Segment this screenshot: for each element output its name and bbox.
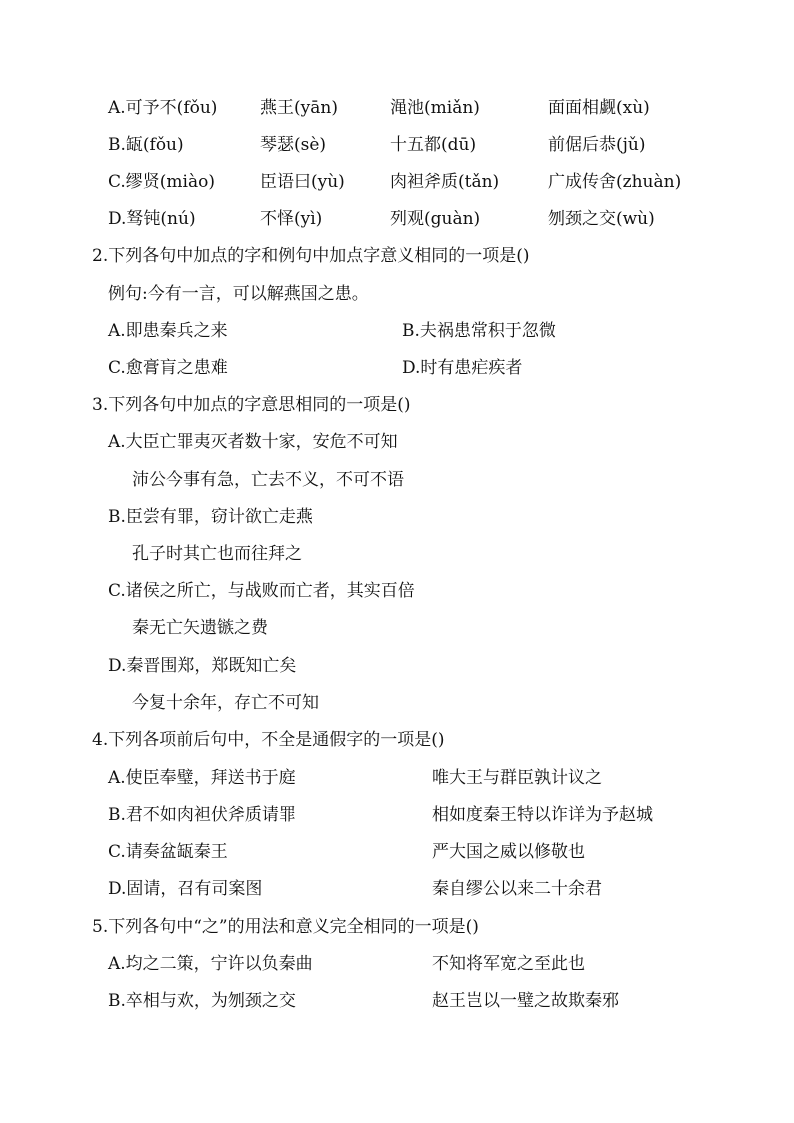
q1-row-d-col-1: D.驽钝(nú): [108, 209, 196, 229]
q4-option-c-first: C.请奏盆缻秦王: [108, 842, 228, 862]
q1-row-a-col-1: A.可予不(fǒu): [108, 98, 218, 118]
q1-row-d-col-2: 不怿(yì): [260, 209, 323, 229]
q1-row-c-col-3: 肉袒斧质(tǎn): [390, 172, 500, 192]
q2-example: 例句:今有一言，可以解燕国之患。: [108, 284, 369, 304]
q1-row-d-col-4: 刎颈之交(wù): [548, 209, 655, 229]
q2-option-d: D.时有患疟疾者: [402, 358, 523, 378]
q2-stem: 2.下列各句中加点的字和例句中加点字意义相同的一项是(): [92, 246, 530, 266]
q4-option-c-second: 严大国之威以修敬也: [432, 842, 585, 862]
q1-row-b-col-3: 十五都(dū): [390, 135, 477, 155]
q3-option-b-second: 孔子时其亡也而往拜之: [132, 544, 302, 564]
q1-row-c-col-4: 广成传舍(zhuàn): [548, 172, 682, 192]
q1-row-b-col-4: 前倨后恭(jǔ): [548, 135, 646, 155]
q4-option-b-first: B.君不如肉袒伏斧质请罪: [108, 805, 296, 825]
q3-stem: 3.下列各句中加点的字意思相同的一项是(): [92, 395, 411, 415]
q1-row-a-col-2: 燕王(yān): [260, 98, 338, 118]
q3-option-c-second: 秦无亡矢遗镞之费: [132, 618, 268, 638]
q3-option-a-first: A.大臣亡罪夷灭者数十家，安危不可知: [108, 432, 398, 452]
q5-option-a-first: A.均之二策，宁许以负秦曲: [108, 954, 313, 974]
q3-option-d-second: 今复十余年，存亡不可知: [132, 693, 319, 713]
q5-option-a-second: 不知将军宽之至此也: [432, 954, 585, 974]
q1-row-c-col-1: C.缪贤(miào): [108, 172, 215, 192]
q1-row-b-col-2: 琴瑟(sè): [260, 135, 327, 155]
q3-option-d-first: D.秦晋围郑，郑既知亡矣: [108, 656, 297, 676]
q5-option-b-first: B.卒相与欢，为刎颈之交: [108, 991, 296, 1011]
q4-option-d-first: D.固请，召有司案图: [108, 879, 263, 899]
q1-row-a-col-4: 面面相觑(xù): [548, 98, 650, 118]
q2-option-a: A.即患秦兵之来: [108, 321, 228, 341]
q1-row-c-col-2: 臣语曰(yù): [260, 172, 345, 192]
q4-stem: 4.下列各项前后句中，不全是通假字的一项是(): [92, 730, 445, 750]
q1-row-d-col-3: 列观(guàn): [390, 209, 481, 229]
q5-stem: 5.下列各句中“之”的用法和意义完全相同的一项是(): [92, 917, 479, 937]
q1-row-b-col-1: B.缻(fǒu): [108, 135, 184, 155]
q3-option-a-second: 沛公今事有急，亡去不义，不可不语: [132, 470, 404, 490]
q1-row-a-col-3: 渑池(miǎn): [390, 98, 480, 118]
q4-option-a-first: A.使臣奉璧，拜送书于庭: [108, 768, 296, 788]
q3-option-c-first: C.诸侯之所亡，与战败而亡者，其实百倍: [108, 581, 415, 601]
q4-option-b-second: 相如度秦王特以诈详为予赵城: [432, 805, 653, 825]
q5-option-b-second: 赵王岂以一璧之故欺秦邪: [432, 991, 619, 1011]
q4-option-a-second: 唯大王与群臣孰计议之: [432, 768, 602, 788]
q2-option-c: C.愈膏肓之患难: [108, 358, 228, 378]
q3-option-b-first: B.臣尝有罪，窃计欲亡走燕: [108, 507, 313, 527]
q2-option-b: B.夫祸患常积于忽微: [402, 321, 556, 341]
q4-option-d-second: 秦自缪公以来二十余君: [432, 879, 602, 899]
